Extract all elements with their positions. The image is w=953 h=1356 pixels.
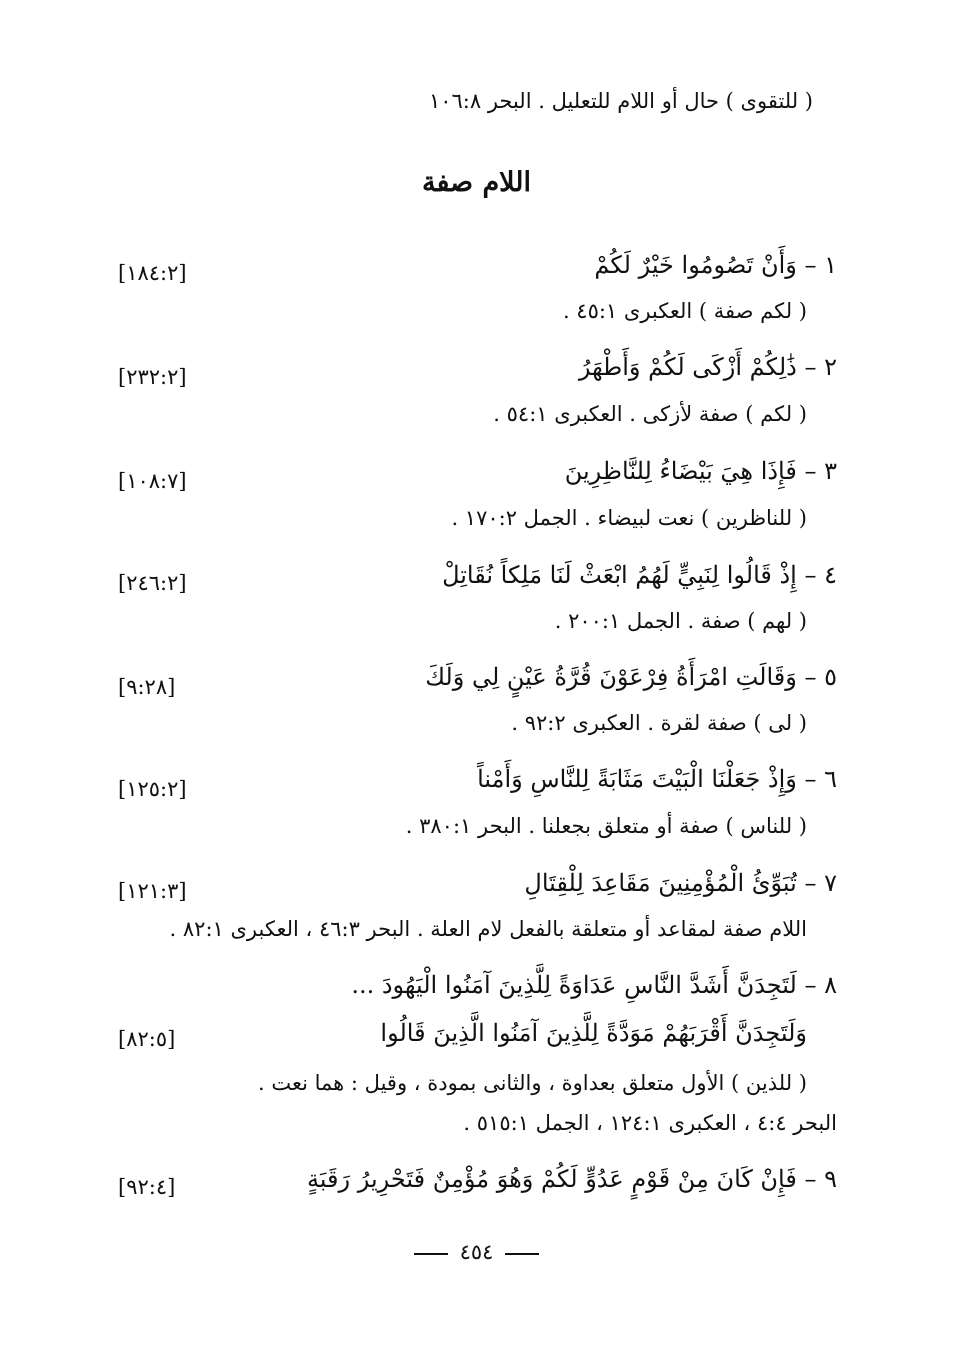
- entry-9-verse: ٩ – فَإِنْ كَانَ مِنْ قَوْمٍ عَدُوٍّ لَكُمْ وَهُوَ مُؤْمِنٌ فَتَحْرِيرُ رَقَبَةٍ: [306, 1165, 837, 1193]
- entry-8-verse-continued: وَلَتَجِدَنَّ أَقْرَبَهُمْ مَوَدَّةً لِلَّذِينَ آمَنُوا الَّذِينَ قَالُوا: [380, 1019, 807, 1047]
- entry-5-verse: ٥ – وَقَالَتِ امْرَأَةُ فِرْعَوْنَ قُرَّةُ عَيْنٍ لِي وَلَكَ: [425, 663, 837, 691]
- entry-6-ref: [١٢٥:٢]: [118, 777, 187, 801]
- entry-2-verse: ٢ – ذَٰلِكُمْ أَزْكَى لَكُمْ وَأَطْهَرُ: [578, 353, 837, 381]
- entry-1-note: ( لكم صفة ) العكبرى ٤٥:١ .: [562, 299, 807, 323]
- entry-3-verse: ٣ – فَإِذَا هِيَ بَيْضَاءُ لِلنَّاظِرِينَ: [564, 457, 837, 485]
- entry-5-ref: [٩:٢٨]: [118, 675, 176, 699]
- entry-9-ref: [٩٢:٤]: [118, 1175, 176, 1199]
- footer-dash-right: [505, 1253, 539, 1255]
- entry-5-note: ( لى ) صفة لقرة . العكبرى ٩٢:٢ .: [511, 711, 807, 735]
- entry-8-note-2: البحر ٤:٤ ، العكبرى ١٢٤:١ ، الجمل ٥١٥:١ .: [463, 1111, 837, 1135]
- entry-8-verse: ٨ – لَتَجِدَنَّ أَشَدَّ النَّاسِ عَدَاوَةً لِلَّذِينَ آمَنُوا الْيَهُودَ ...: [351, 971, 837, 999]
- entry-3-ref: [١٠٨:٧]: [118, 469, 187, 493]
- page-number: ٤٥٤: [459, 1240, 494, 1264]
- section-heading: اللام صفة: [421, 167, 531, 198]
- page-footer: [0, 1238, 953, 1266]
- entry-6-note: ( للناس ) صفة أو متعلق بجعلنا . البحر ٣٨٠:١ .: [405, 814, 807, 838]
- entry-4-ref: [٢٤٦:٢]: [118, 571, 187, 595]
- entry-7-verse: ٧ – تُبَوِّئُ الْمُؤْمِنِينَ مَقَاعِدَ لِلْقِتَالِ: [524, 869, 837, 897]
- entry-4-verse: ٤ – إِذْ قَالُوا لِنَبِيٍّ لَهُمُ ابْعَثْ لَنَا مَلِكاً نُقَاتِلْ: [442, 561, 837, 589]
- entry-7-ref: [١٢١:٣]: [118, 879, 187, 903]
- entry-2-note: ( لكم ) صفة لأزكى . العكبرى ٥٤:١ .: [493, 402, 807, 426]
- entry-6-verse: ٦ – وَإِذْ جَعَلْنَا الْبَيْتَ مَثَابَةً لِلنَّاسِ وَأَمْناً: [477, 765, 837, 793]
- entry-1-verse: ١ – وَأَنْ تَصُومُوا خَيْرٌ لَكُمْ: [594, 251, 837, 279]
- entry-8-note-1: ( للذين ) الأول متعلق بعداوة ، والثانى بمودة ، وقيل : هما نعت .: [258, 1071, 807, 1095]
- entry-1-ref: [١٨٤:٢]: [118, 261, 187, 285]
- entry-8-ref: [٨٢:٥]: [118, 1027, 176, 1051]
- entry-2-ref: [٢٣٢:٢]: [118, 365, 187, 389]
- footer-dash-left: [414, 1253, 448, 1255]
- top-note: ( للتقوى ) حال أو اللام للتعليل . البحر ١٠٦:٨: [428, 89, 813, 113]
- entry-7-note: اللام صفة لمقاعد أو متعلقة بالفعل لام العلة . البحر ٤٦:٣ ، العكبرى ٨٢:١ .: [169, 917, 807, 941]
- entry-4-note: ( لهم ) صفة . الجمل ٢٠٠:١ .: [554, 609, 807, 633]
- entry-3-note: ( للناظرين ) نعت لبيضاء . الجمل ١٧٠:٢ .: [451, 506, 807, 530]
